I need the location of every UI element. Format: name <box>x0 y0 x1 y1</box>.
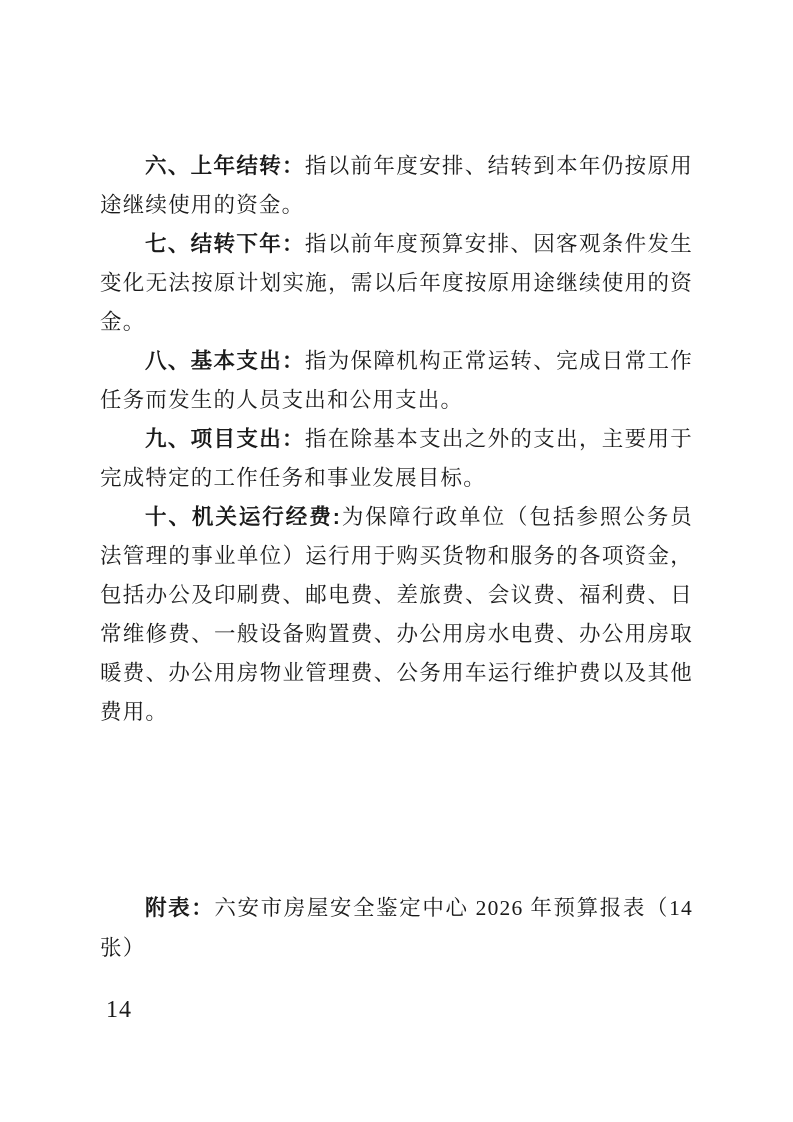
paragraph-carryover-to-next-year <box>100 225 693 342</box>
appendix-note <box>100 888 693 968</box>
paragraph-text: 指在除基本支出之外的支出，主要用于完成特定的工作任务和事业发展目标。 <box>100 427 693 490</box>
paragraph-lead: 七、结转下年： <box>145 232 305 256</box>
appendix-lead: 附表： <box>145 896 215 920</box>
page-number: 14 <box>106 997 132 1023</box>
paragraph-basic-expenditure <box>100 342 693 420</box>
paragraph-project-expenditure <box>100 420 693 498</box>
paragraph-text: 指以前年度预算安排、因客观条件发生变化无法按原计划实施，需以后年度按原用途继续使用的资金。 <box>100 232 693 334</box>
paragraph-carryover-from-prior-year <box>100 147 693 225</box>
paragraph-lead: 十、机关运行经费: <box>145 505 342 529</box>
paragraph-lead: 八、基本支出： <box>145 349 305 373</box>
document-body <box>100 147 693 732</box>
paragraph-text: 指以前年度安排、结转到本年仍按原用途继续使用的资金。 <box>100 154 693 217</box>
paragraph-text: 指为保障机构正常运转、完成日常工作任务而发生的人员支出和公用支出。 <box>100 349 693 412</box>
paragraph-lead: 六、上年结转： <box>145 154 305 178</box>
paragraph-lead: 九、项目支出： <box>145 427 305 451</box>
paragraph-agency-operating-funds <box>100 498 693 732</box>
appendix-text: 六安市房屋安全鉴定中心 2026 年预算报表（14 张） <box>100 896 693 960</box>
paragraph-text: 为保障行政单位（包括参照公务员法管理的事业单位）运行用于购买货物和服务的各项资金，包括办公及印刷费、邮电费、差旅费、会议费、福利费、日常维修费、一般设备购置费、办公用房水电费、办公用房取暖费、办公用房物业管理费、公务用车运行维护费以及其他费用。 <box>100 505 693 724</box>
